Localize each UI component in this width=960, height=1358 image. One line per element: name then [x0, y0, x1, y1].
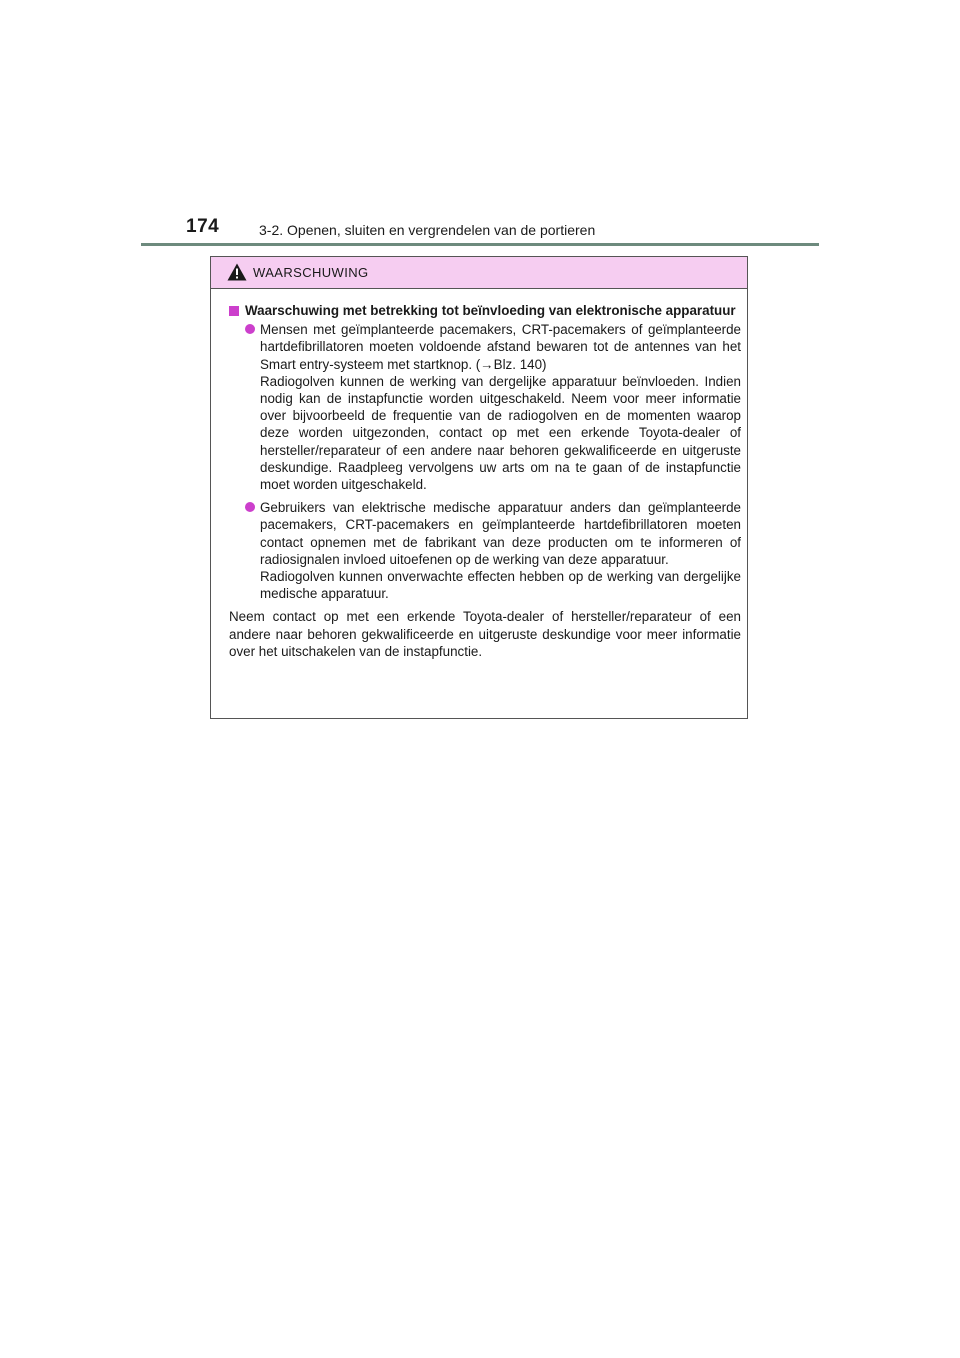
warning-header — [211, 257, 747, 289]
warning-box — [210, 256, 748, 719]
subheading-text: Waarschuwing met betrekking tot beïnvloeding van elektronische apparatuur — [245, 303, 736, 318]
warning-triangle-icon — [227, 263, 247, 281]
circle-bullet-icon — [245, 502, 255, 512]
list-item — [244, 499, 741, 602]
square-bullet-icon — [229, 306, 239, 316]
list-item — [244, 321, 741, 493]
bullet-paragraph: Radiogolven kunnen onverwachte effecten hebben op de werking van dergelijke medische apparatuur. — [260, 569, 741, 602]
header-rule — [141, 243, 819, 246]
warning-subheading — [228, 302, 741, 319]
section-title: 3-2. Openen, sluiten en vergrendelen van de portieren — [259, 222, 596, 238]
bullet-paragraph: Gebruikers van elektrische medische apparatuur anders dan geïmplanteerde pacemakers, CRT-pacemakers en geïmplanteerde hartdefibrillatoren moeten contact opnemen met de fabrikant van deze producten om te informeren of radiosignalen invloed uitoefenen op de werking van deze apparatuur. — [260, 500, 741, 567]
bullet-paragraph: Mensen met geïmplanteerde pacemakers, CRT-pacemakers of geïmplanteerde hartdefibrillatoren moeten voldoende afstand bewaren tot de antennes van het Smart entry-systeem met startknop. (→Blz. 140) — [260, 322, 741, 372]
page-number: 174 — [186, 216, 220, 237]
bullet-paragraph: Radiogolven kunnen de werking van dergelijke apparatuur beïnvloeden. Indien nodig kan de instapfunctie worden uitgeschakeld. Neem voor meer informatie over bijvoorbeeld de frequentie van de radiogolven en de momenten waarop deze worden uitgezonden, contact op met een erkende Toyota-dealer of hersteller/reparateur of een andere naar behoren gekwalificeerde en uitgeruste deskundige. Raadpleeg vervolgens uw arts om na te gaan of de instapfunctie moet worden uitgeschakeld. — [260, 373, 741, 493]
warning-body — [211, 289, 747, 660]
closing-paragraph: Neem contact op met een erkende Toyota-dealer of hersteller/reparateur of een andere naar behoren gekwalificeerde en uitgeruste deskundige voor meer informatie over het uitschakelen van de instapfunctie. — [229, 609, 741, 659]
circle-bullet-icon — [245, 324, 255, 334]
warning-title: WAARSCHUWING — [253, 265, 369, 280]
